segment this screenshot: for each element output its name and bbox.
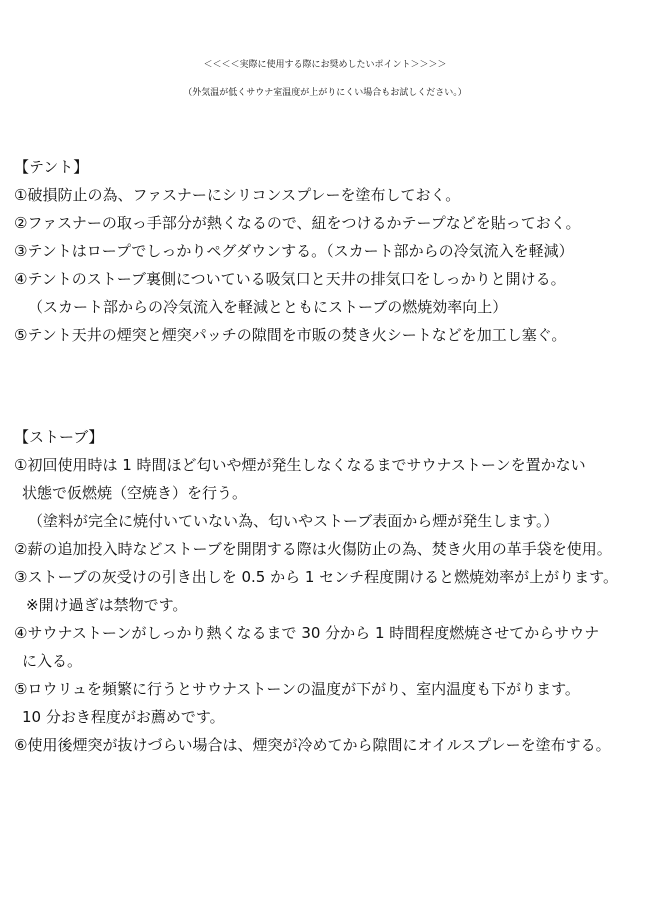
- stove-point-3: ③ストーブの灰受けの引き出しを 0.5 から 1 センチ程度開けると燃焼効率が上がります。: [14, 568, 618, 586]
- stove-point-4-cont: に入る。: [22, 652, 83, 670]
- stove-point-4: ④サウナストーンがしっかり熱くなるまで 30 分から 1 時間程度燃焼させてからサウナ: [14, 624, 600, 642]
- tent-point-2: ②ファスナーの取っ手部分が熱くなるので、紐をつけるかテープなどを貼っておく。: [14, 214, 581, 232]
- stove-heading: 【ストーブ】: [14, 428, 104, 446]
- stove-point-1-cont: 状態で仮燃焼（空焼き）を行う。: [22, 484, 248, 502]
- stove-point-1-note: （塗料が完全に焼付いていない為、匂いやストーブ表面から煙が発生します。）: [28, 512, 559, 530]
- tent-point-4: ④テントのストーブ裏側についている吸気口と天井の排気口をしっかりと開ける。: [14, 270, 566, 288]
- page-subtitle: （外気温が低くサウナ室温度が上がりにくい場合もお試しください。）: [183, 88, 467, 98]
- tent-point-4-note: （スカート部からの冷気流入を軽減とともにストーブの燃焼効率向上）: [28, 298, 508, 316]
- tent-point-1: ①破損防止の為、ファスナーにシリコンスプレーを塗布しておく。: [14, 186, 461, 204]
- tent-point-3: ③テントはロープでしっかりペグダウンする。（スカート部からの冷気流入を軽減）: [14, 242, 574, 260]
- tent-heading: 【テント】: [14, 158, 89, 176]
- stove-point-3-note: ※開け過ぎは禁物です。: [26, 596, 188, 614]
- stove-point-5: ⑤ロウリュを頻繁に行うとサウナストーンの温度が下がり、室内温度も下がります。: [14, 680, 580, 698]
- stove-point-1: ①初回使用時は 1 時間ほど匂いや煙が発生しなくなるまでサウナストーンを置かない: [14, 456, 586, 474]
- tent-point-5: ⑤テント天井の煙突と煙突パッチの隙間を市販の焚き火シートなどを加工し塞ぐ。: [14, 326, 567, 344]
- stove-point-2: ②薪の追加投入時などストーブを開閉する際は火傷防止の為、焚き火用の革手袋を使用。: [14, 540, 612, 558]
- page-title: ＜＜＜＜実際に使用する際にお奨めしたいポイント＞＞＞＞: [203, 60, 447, 70]
- stove-point-5-cont: 10 分おき程度がお薦めです。: [22, 708, 225, 726]
- stove-point-6: ⑥使用後煙突が抜けづらい場合は、煙突が冷めてから隙間にオイルスプレーを塗布する。: [14, 736, 611, 754]
